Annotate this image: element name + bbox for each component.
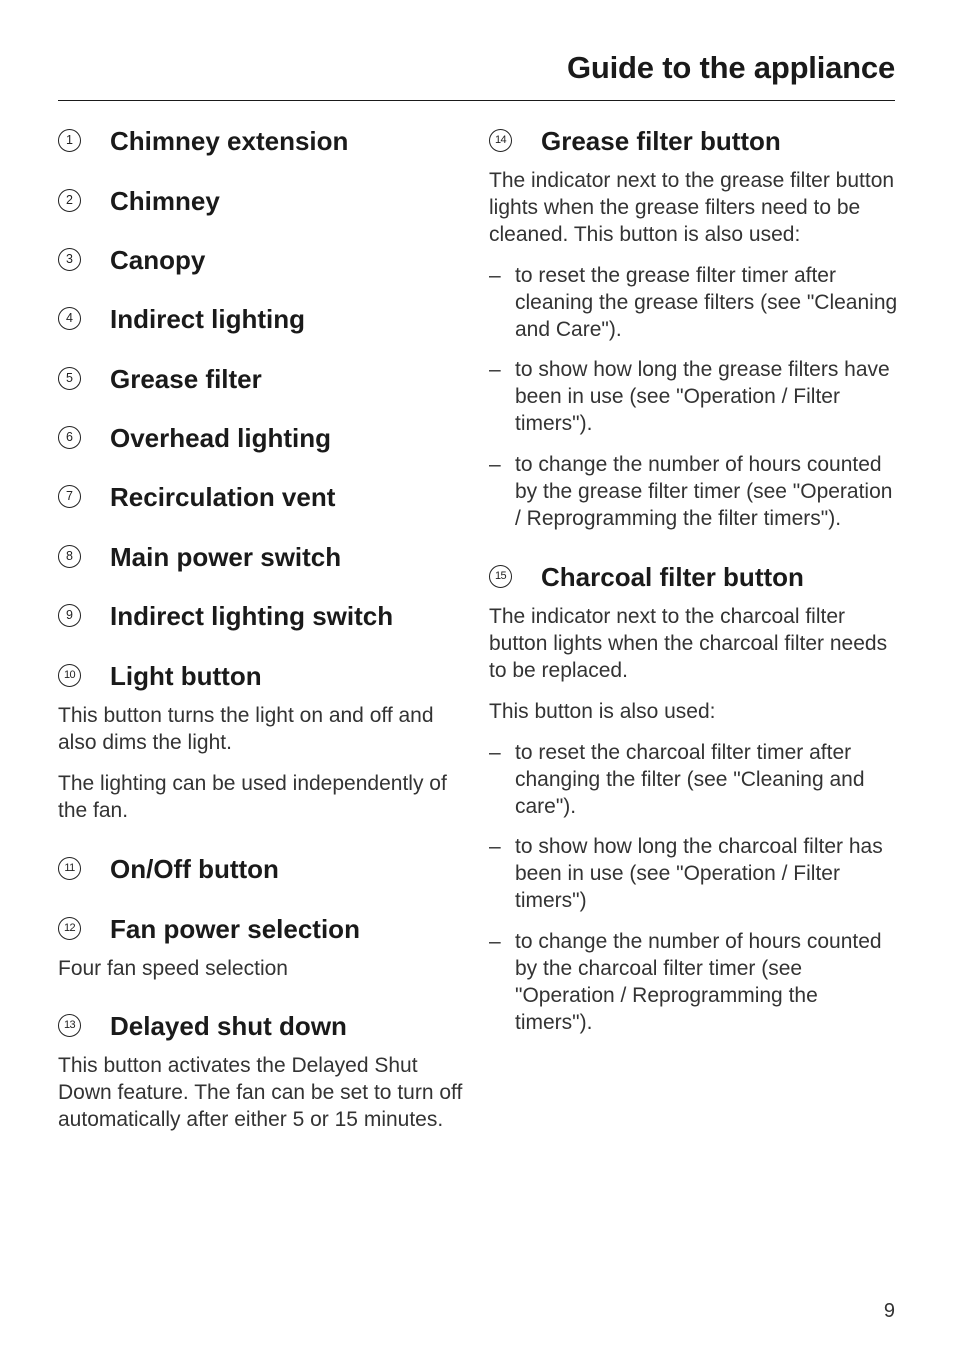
- item-2: [58, 185, 468, 218]
- item-number-badge: 8: [58, 545, 81, 568]
- item-number-badge: 13: [58, 1014, 81, 1037]
- item-1: [58, 125, 468, 158]
- bullet-text: to show how long the charcoal filter has been in use (see "Operation / Filter timers"): [515, 835, 883, 912]
- item-10: [58, 660, 468, 693]
- item-description: The indicator next to the grease filter button lights when the grease filters need to be cleaned. This button is also used:: [489, 169, 895, 246]
- item-title: Charcoal filter button: [541, 562, 804, 592]
- item-number-badge: 12: [58, 917, 81, 940]
- item-description: The lighting can be used independently of the fan.: [58, 772, 447, 822]
- item-11: [58, 853, 468, 886]
- item-number-badge: 7: [58, 485, 81, 508]
- bullet-dash: –: [489, 835, 501, 858]
- bullet-text: to reset the grease filter timer after cleaning the grease filters (see "Cleaning and Care").: [515, 264, 898, 341]
- item-3: [58, 244, 468, 277]
- bullet-dash: –: [489, 264, 501, 287]
- item-number-badge: 9: [58, 604, 81, 627]
- header-rule: [58, 100, 895, 101]
- item-9: [58, 600, 468, 633]
- item-7: [58, 481, 468, 514]
- item-6: [58, 422, 468, 455]
- item-number-badge: 15: [489, 565, 512, 588]
- bullet-dash: –: [489, 741, 501, 764]
- item-title: Indirect lighting switch: [110, 601, 394, 631]
- item-title: Overhead lighting: [110, 423, 332, 453]
- item-description: This button activates the Delayed Shut Down feature. The fan can be set to turn off automatically after either 5 or 15 minutes.: [58, 1054, 463, 1131]
- bullet-text: to change the number of hours counted by the grease filter timer (see "Operation / Reprogramming the filter timers").: [515, 453, 893, 530]
- bullet-item: [489, 356, 899, 437]
- item-description: Four fan speed selection: [58, 957, 288, 980]
- bullet-text: to reset the charcoal filter timer after changing the filter (see "Cleaning and care").: [515, 741, 865, 818]
- bullet-dash: –: [489, 358, 501, 381]
- item-title: Recirculation vent: [110, 482, 336, 512]
- item-title: Grease filter button: [541, 126, 781, 156]
- item-title: Indirect lighting: [110, 304, 305, 334]
- item-title: Canopy: [110, 245, 206, 275]
- bullet-item: [489, 262, 899, 343]
- bullet-dash: –: [489, 930, 501, 953]
- bullet-dash: –: [489, 453, 501, 476]
- item-number-badge: 11: [58, 857, 81, 880]
- item-title: Light button: [110, 661, 262, 691]
- page-number: 9: [883, 1300, 895, 1322]
- item-number-badge: 1: [58, 129, 81, 152]
- item-8: [58, 541, 468, 574]
- item-4: [58, 303, 468, 336]
- bullet-item: [489, 833, 899, 914]
- item-14: [489, 125, 899, 158]
- right-column: [489, 124, 899, 1036]
- item-number-badge: 14: [489, 129, 512, 152]
- item-description: This button turns the light on and off and also dims the light.: [58, 704, 434, 754]
- item-title: Chimney: [110, 186, 220, 216]
- item-15: [489, 561, 899, 594]
- bullet-item: [489, 739, 899, 820]
- item-number-badge: 4: [58, 307, 81, 330]
- bullet-text: to change the number of hours counted by the charcoal filter timer (see "Operation / Reprogramming the timers").: [515, 930, 882, 1034]
- bullet-text: to show how long the grease filters have been in use (see "Operation / Filter timers").: [515, 358, 890, 435]
- item-number-badge: 2: [58, 189, 81, 212]
- left-column: [58, 124, 468, 1133]
- item-title: Chimney extension: [110, 126, 349, 156]
- item-13: [58, 1010, 468, 1043]
- item-12: [58, 913, 468, 946]
- item-description: This button is also used:: [489, 700, 716, 723]
- item-5: [58, 363, 468, 396]
- item-number-badge: 6: [58, 426, 81, 449]
- item-title: Fan power selection: [110, 914, 360, 944]
- item-number-badge: 5: [58, 367, 81, 390]
- item-number-badge: 10: [58, 664, 81, 687]
- item-title: Main power switch: [110, 542, 342, 572]
- item-title: On/Off button: [110, 854, 279, 884]
- page-title: Guide to the appliance: [566, 50, 895, 85]
- item-description: The indicator next to the charcoal filter button lights when the charcoal filter needs to be replaced.: [489, 605, 888, 682]
- bullet-item: [489, 451, 899, 532]
- item-number-badge: 3: [58, 248, 81, 271]
- item-title: Delayed shut down: [110, 1011, 347, 1041]
- bullet-item: [489, 928, 899, 1036]
- item-title: Grease filter: [110, 364, 262, 394]
